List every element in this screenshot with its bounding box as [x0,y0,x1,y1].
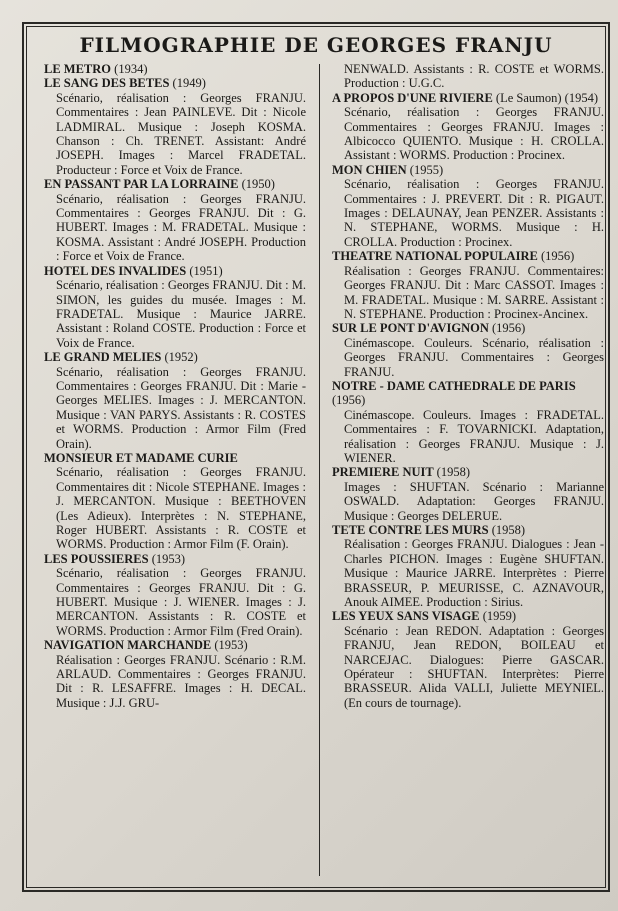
film-title: MONSIEUR ET MADAME CURIE [44,450,238,465]
film-year: (1950) [241,177,275,192]
film-credits: Scénario, réalisation : Georges FRANJU. Commentaires : J. PREVERT. Dit : R. PIGAUT. Images : DELAUNAY, Jean PENZER. Assistants : N. STEPHANE, WORMS. Musique : H. CROLLA. Production : Procinex. [344,177,604,249]
film-year: (1958) [436,465,470,480]
film-title: SUR LE PONT D'AVIGNON [332,321,489,336]
film-entry [332,91,604,163]
film-title: NOTRE - DAME CATHEDRALE DE PARIS [332,378,576,393]
continued-credits: NENWALD. Assistants : R. COSTE et WORMS. Production : U.G.C. [344,62,604,91]
film-year: (1956) [492,321,526,336]
film-entry [44,638,306,710]
film-entry [44,552,306,638]
right-column [332,62,604,710]
film-entry [44,76,306,177]
film-credits: Cinémascope. Couleurs. Images : FRADETAL. Commentaires : F. TOVARNICKI. Adaptation, réalisation : Georges FRANJU. Musique : J. WIENER. [344,407,604,465]
film-title: LE GRAND MELIES [44,350,162,365]
film-credits: Scénario, réalisation : Georges FRANJU. Commentaires : Georges FRANJU. Images : Albicocco QUIENTO. Musique : H. CROLLA. Assistant : WORMS. Production : Procinex. [344,105,604,163]
film-year: (1949) [172,76,206,91]
film-credits: Scénario, réalisation : Georges FRANJU. Dit : M. SIMON, les guides du musée. Images : M. FRADETAL. Musique : Maurice JARRE. Assistant : Roland COSTE. Production : Force et Voix de France. [56,278,306,350]
film-entry [44,264,306,350]
film-entry [44,451,306,552]
film-credits: Scénario, réalisation : Georges FRANJU. Commentaires dit : Nicole STEPHANE. Images : J. MERCANTON. Musique : BEETHOVEN (Les Adieux). Interprètes : N. STEPHANE, Roger HUBERT. Assistants : R. COSTE et WORMS. Production : Armor Film (F. Orain). [56,465,306,552]
film-credits: Scénario, réalisation : Georges FRANJU. Commentaires : Georges FRANJU. Dit : Marie - Georges MELIES. Images : J. MERCANTON. Musique : VAN PARYS. Assistants : R. COSTES et WORMS. Production : Armor Film (Fred Orain). [56,364,306,451]
film-entry [332,465,604,523]
film-year: (1952) [164,350,198,365]
film-credits: Images : SHUFTAN. Scénario : Marianne OSWALD. Adaptation: Georges FRANJU. Musique : Georges DELERUE. [344,479,604,523]
film-title: LES POUSSIERES [44,551,149,566]
film-year: (1958) [491,523,526,537]
film-year: (1953) [214,638,248,653]
film-credits: Réalisation : Georges FRANJU. Dialogues : Jean - Charles PICHON. Images : Eugène SHUFTAN. Musique : Maurice JARRE. Interprètes : Pierre BRASSEUR, P. MEURISSE, C. AZNAVOUR, Anouk AIMEE. Production : Sirius. [344,537,604,610]
film-entry [44,177,306,263]
film-title: EN PASSANT PAR LA LORRAINE [44,177,239,192]
film-entry [332,379,604,465]
film-credits: Réalisation : Georges FRANJU. Scénario : R.M. ARLAUD. Commentaires : Georges FRANJU. Dit : R. LESAFFRE. Images : H. DECAL. Musique : J.J. GRU- [56,652,306,710]
film-credits: Scénario, réalisation : Georges FRANJU. Commentaires : Georges FRANJU. Dit : G. HUBERT. Musique : J. WIENER. Images : J. MERCANTON. Assistants : R. COSTE et WORMS. Production : Armor Film (Fred Orain). [56,566,306,638]
film-title: MON CHIEN [332,162,407,177]
film-year: (1955) [409,162,444,177]
film-entry [332,523,604,609]
film-credits: Scénario, réalisation : Georges FRANJU. Commentaires : Jean PAINLEVE. Dit : Nicole LADMIRAL. Musique : Joseph KOSMA. Chanson : Ch. TRENET. Assistant: André JOSEPH. Images : Marcel FRADETAL. Producteur : Force et Voix de France. [56,90,306,177]
film-year: (1934) [114,62,148,76]
film-title: TETE CONTRE LES MURS [332,523,489,537]
film-credits: Scénario : Jean REDON. Adaptation : Georges FRANJU, Jean REDON, BOILEAU et NARCEJAC. Dialogues: Pierre GASCAR. Opérateur : SHUFTAN. Interprètes: Pierre BRASSEUR. Alida VALLI, Juliette MEYNIEL. (En cours de tournage). [344,623,604,710]
film-entry [332,249,604,321]
film-title: A PROPOS D'UNE RIVIERE [332,90,493,105]
film-year: (1956) [540,249,575,264]
film-title: THEATRE NATIONAL POPULAIRE [332,249,538,264]
film-credits: Scénario, réalisation : Georges FRANJU. Commentaires : Georges FRANJU. Dit : G. HUBERT. Images : M. FRADETAL. Musique : KOSMA. Assistant : André JOSEPH. Production : Force et Voix de France. [56,191,306,264]
film-credits: Cinémascope. Couleurs. Scénario, réalisation : Georges FRANJU. Commentaires : Georges FRANJU. [344,335,604,379]
film-entry [44,350,306,451]
film-credits: Réalisation : Georges FRANJU. Commentaires: Georges FRANJU. Dit : Marc CASSOT. Images : M. FRADETAL. Musique : M. SARRE. Assistant : N. STEPHANE. Production : Procinex-Ancinex. [344,263,604,321]
film-year: (1956) [332,393,366,408]
film-title: PREMIERE NUIT [332,465,434,480]
page-title: FILMOGRAPHIE DE GEORGES FRANJU [79,33,553,57]
film-title: LE SANG DES BETES [44,76,170,91]
film-year: (1959) [482,609,517,624]
film-title: LES YEUX SANS VISAGE [332,609,480,624]
film-entry [332,609,604,710]
film-title: LE METRO [44,62,112,76]
film-title: NAVIGATION MARCHANDE [44,638,212,653]
film-year: (1951) [189,263,223,278]
left-column [44,62,306,710]
film-title: HOTEL DES INVALIDES [44,263,187,278]
film-year: (1953) [151,551,186,566]
film-entry [44,62,306,76]
film-year: (Le Saumon) (1954) [495,90,598,105]
film-entry [332,321,604,379]
film-entry [332,163,604,249]
column-divider [319,64,320,876]
